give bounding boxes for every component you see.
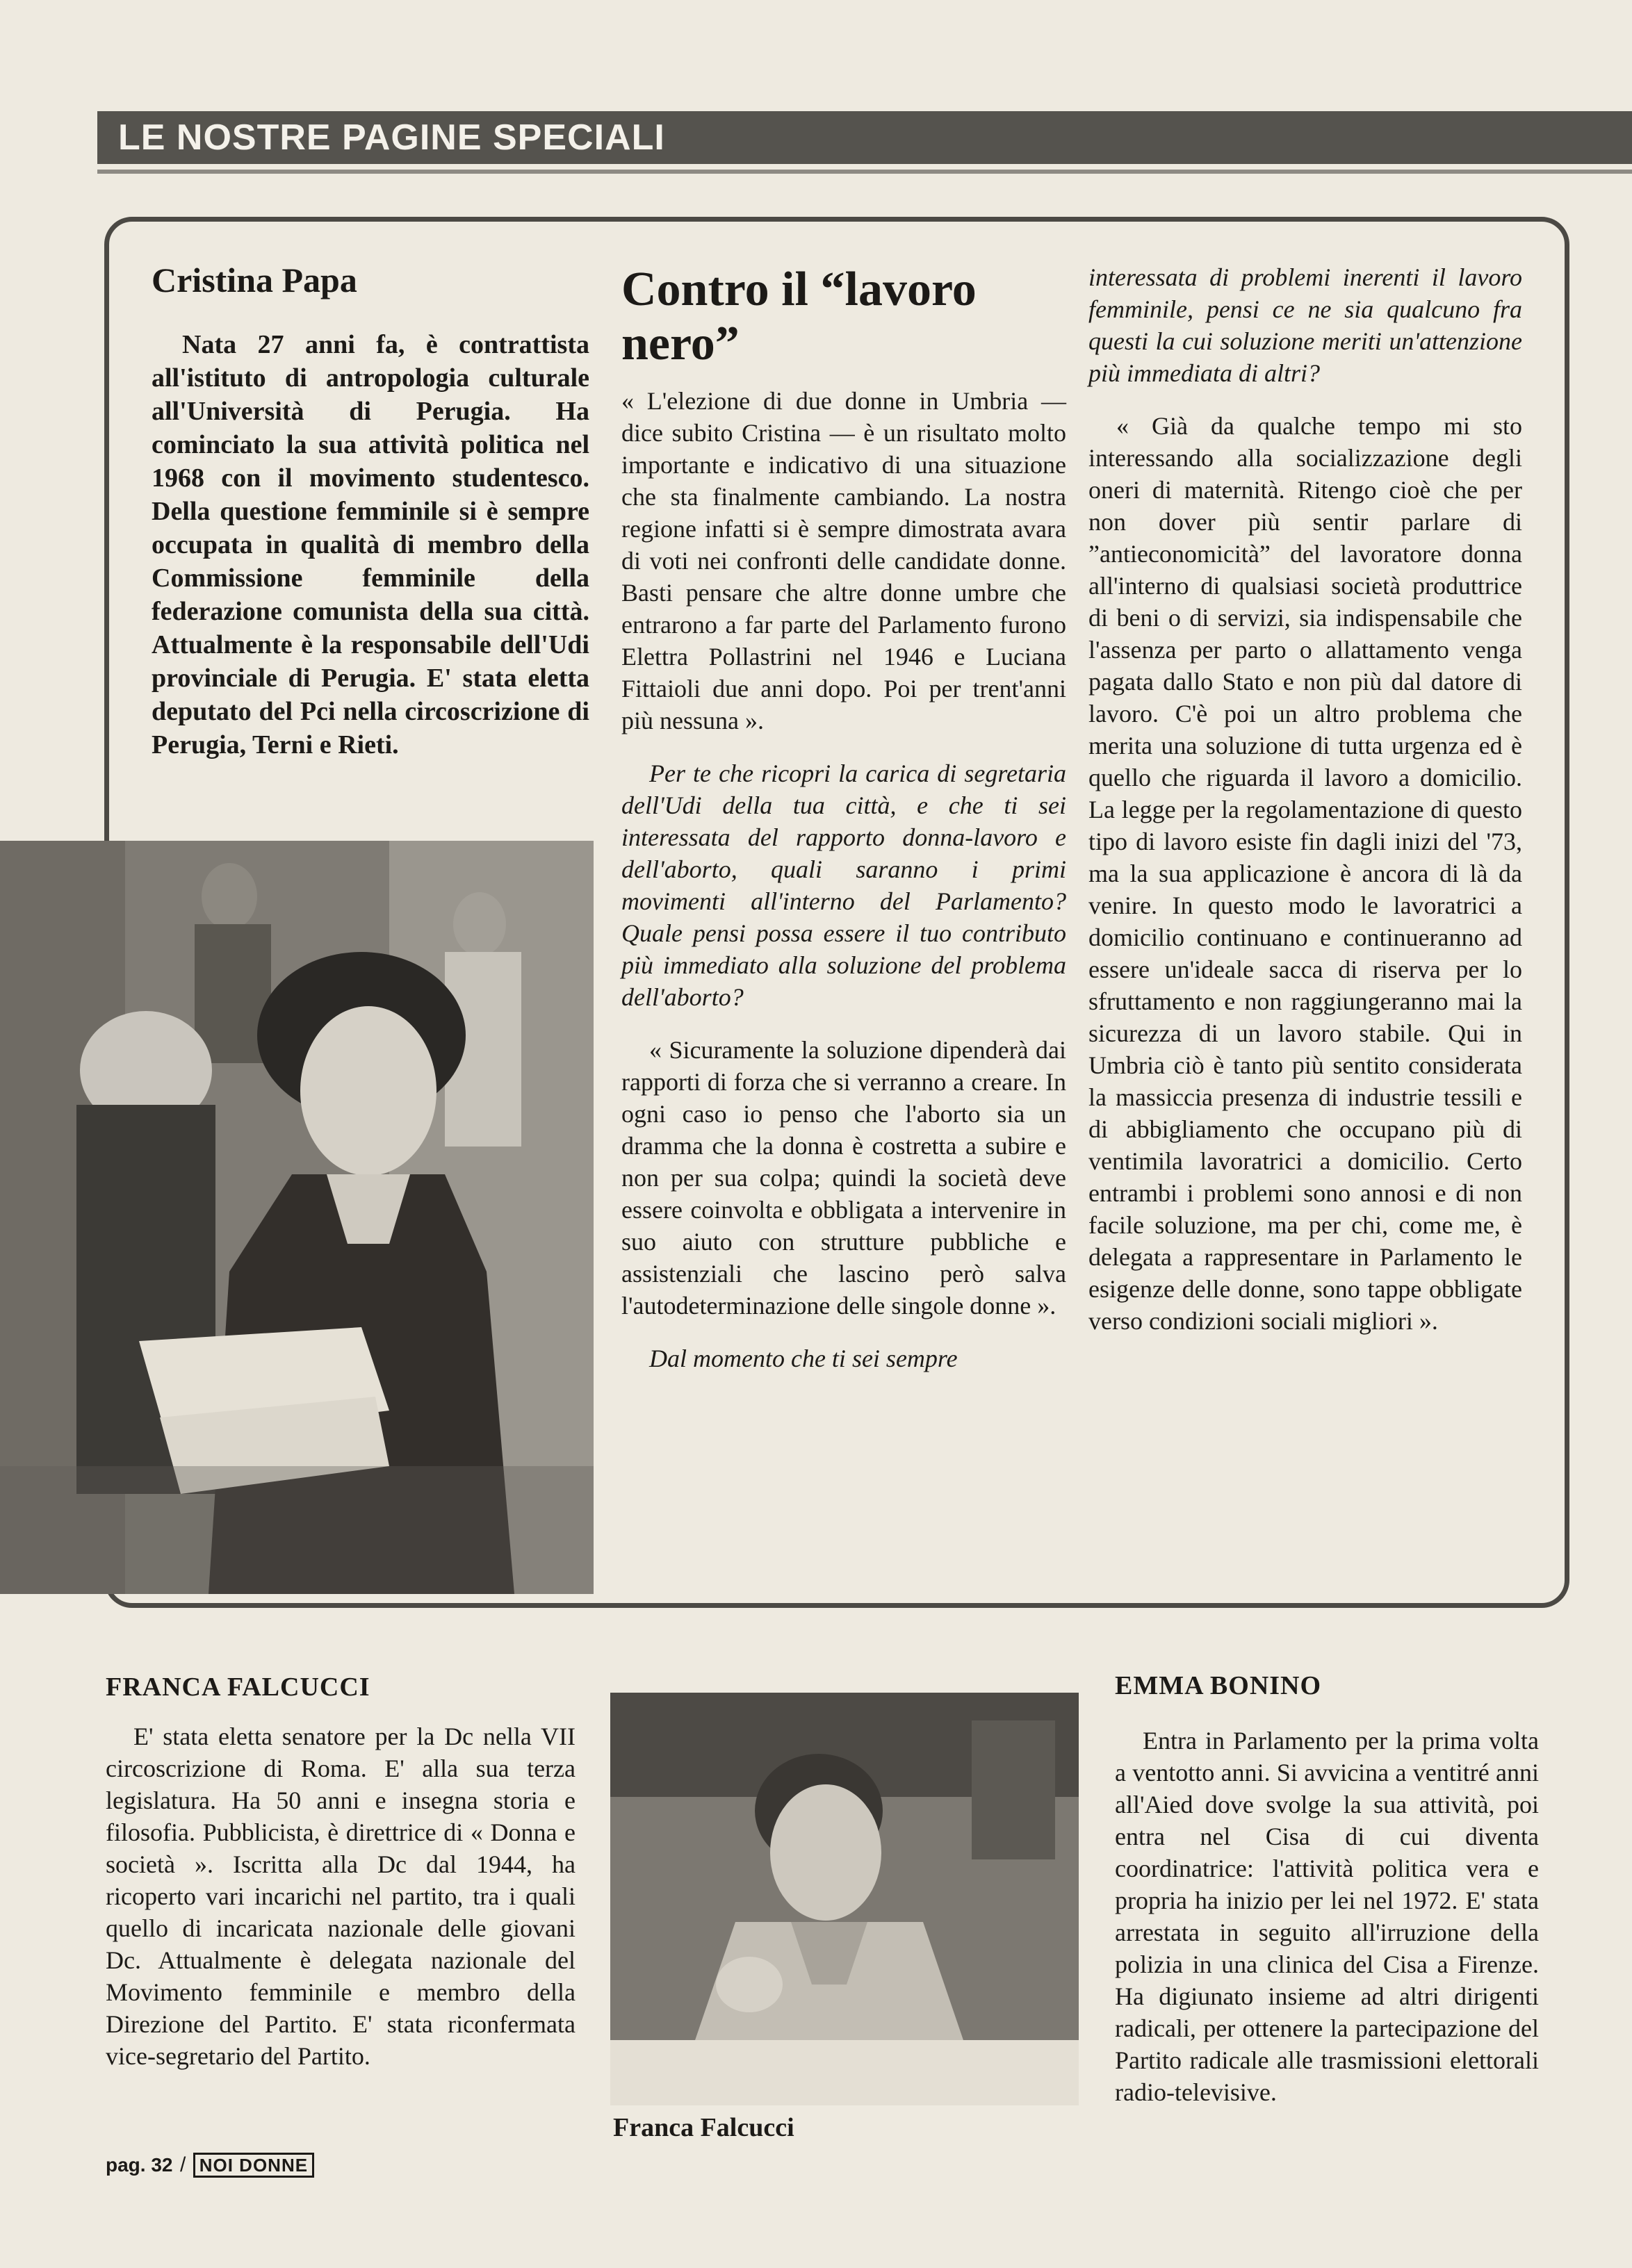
interview-question-2-continued: interessata di problemi inerenti il lavoro femminile, pensi ce ne sia qualcuno fra questi la cui soluzione meriti un'attenzione più immediata di altri? [1088, 263, 1522, 387]
section-header-title: LE NOSTRE PAGINE SPECIALI [118, 117, 665, 158]
page-number: pag. 32 [106, 2154, 173, 2176]
page-footer [106, 2153, 314, 2178]
article-title: Contro il “lavoro nero” [621, 263, 977, 370]
section-header-band [97, 111, 1632, 164]
falcucci-name: FRANCA FALCUCCI [106, 1673, 370, 1702]
article-column-right [1088, 261, 1522, 1337]
papa-photo [0, 841, 594, 1594]
magazine-logo: NOI DONNE [193, 2153, 314, 2178]
falcucci-bio: E' stata eletta senatore per la Dc nella VII circoscrizione di Roma. E' alla sua terza legislatura. Ha 50 anni e insegna storia e filosofia. Pubblicista, è direttrice di « Donna e società ». Iscritta alla Dc dal 1944, ha ricoperto vari incarichi nel partito, tra i quali quello di incaricata nazionale delle giovani Dc. Attualmente è delegata nazionale del Movimento femminile e membro della Direzione del Partito. E' stata riconfermata vice-segretario del Partito. [106, 1723, 576, 2070]
interview-question-1: Per te che ricopri la carica di segretaria dell'Udi della tua città, e che ti sei interessata del rapporto donna-lavoro e dell'aborto, quali saranno i primi movimenti all'interno del Parlamento? Quale pensi possa essere il tuo contributo più immediato alla soluzione del problema dell'aborto? [621, 759, 1066, 1011]
bonino-bio: Entra in Parlamento per la prima volta a ventotto anni. Si avvicina a ventitré anni all'Aied dove svolge la sua attività, poi entra nel Cisa di cui diventa coordinatrice: l'attività politica vera e propria ha inizio per lei nel 1972. E' stata arrestata in seguito all'irruzione della polizia in una clinica del Cisa a Firenze. Ha digiunato insieme ad altri dirigenti radicali, per ottenere la partecipazione del Partito radicale alle trasmissioni elettorali radio-televisive. [1115, 1727, 1539, 2106]
article-paragraph-1: « L'elezione di due donne in Umbria — dice subito Cristina — è un risultato molto importante e indicativo di una situazione che sta finalmente cambiando. La nostra regione infatti si è sempre dimostrata avara di voti nei confronti delle candidate donne. Basti pensare che altre donne umbre che entrarono a far parte del Parlamento furono Elettra Pollastrini nel 1946 e Luciana Fittaioli due anni dopo. Poi per trent'anni più nessuna ». [621, 387, 1066, 734]
article-paragraph-3: « Già da qualche tempo mi sto interessando alla socializzazione degli oneri di maternità. Ritengo cioè che per non dover più sentir parlare di ”antieconomicità” del lavoratore donna all'interno di qualsiasi società produttrice di beni o di servizi, sia indispensabile che l'assenza per parto o allattamento venga pagata dallo Stato e non più dal datore di lavoro. C'è poi un altro problema che merita una soluzione di tutta urgenza ed è quello che riguarda il lavoro a domicilio. La legge per la regolamentazione di questo tipo di lavoro esiste fin dagli inizi del '73, ma la sua applicazione è ancora di là da venire. In questo modo le lavoratrici a domicilio continuano e continueranno ad essere un'ideale sacca di riserva per lo sfruttamento e non raggiungeranno mai la sicurezza di un lavoro stabile. Qui in Umbria ciò è tanto più sentito considerata la massiccia presenza di industrie tessili e di abbigliamento che occupano più di ventimila lavoratrici a domicilio. Certo entrambi i problemi sono annosi e di non facile soluzione, ma per chi, come me, è delegata a rappresentare in Parlamento le esigenze delle donne, sono tappe obbligate verso condizioni sociali migliori ». [1088, 412, 1522, 1335]
falcucci-photo-caption: Franca Falcucci [613, 2113, 794, 2142]
papa-name: Cristina Papa [152, 261, 357, 299]
interview-question-2: Dal momento che ti sei sempre [649, 1345, 958, 1372]
bonino-name: EMMA BONINO [1115, 1671, 1322, 1700]
falcucci-photo [610, 1693, 1079, 2105]
article-column-middle [621, 385, 1066, 1374]
papa-bio: Nata 27 anni fa, è contrattista all'istituto di antropologia culturale all'Università di Perugia. Ha cominciato la sua attività politica nel 1968 con il movimento studentesco. Della questione femminile si è sempre occupata in qualità di membro della Commissione femminile della federazione comunista della sua città. Attualmente è la responsabile dell'Udi provinciale di Perugia. E' stata eletta deputato del Pci nella circoscrizione di Perugia, Terni e Rieti. [152, 330, 589, 759]
footer-separator: / [179, 2153, 186, 2176]
article-paragraph-2: « Sicuramente la soluzione dipenderà dai rapporti di forza che si verranno a creare. In ogni caso io penso che l'aborto sia un dramma che la donna è costretta a subire e non per sua colpa; quindi la società deve essere coinvolta e obbligata a intervenire in suo aiuto con strutture pubbliche e assistenziali che lascino però salva l'autodeterminazione delle singole donne ». [621, 1036, 1066, 1320]
header-rule [97, 170, 1632, 174]
